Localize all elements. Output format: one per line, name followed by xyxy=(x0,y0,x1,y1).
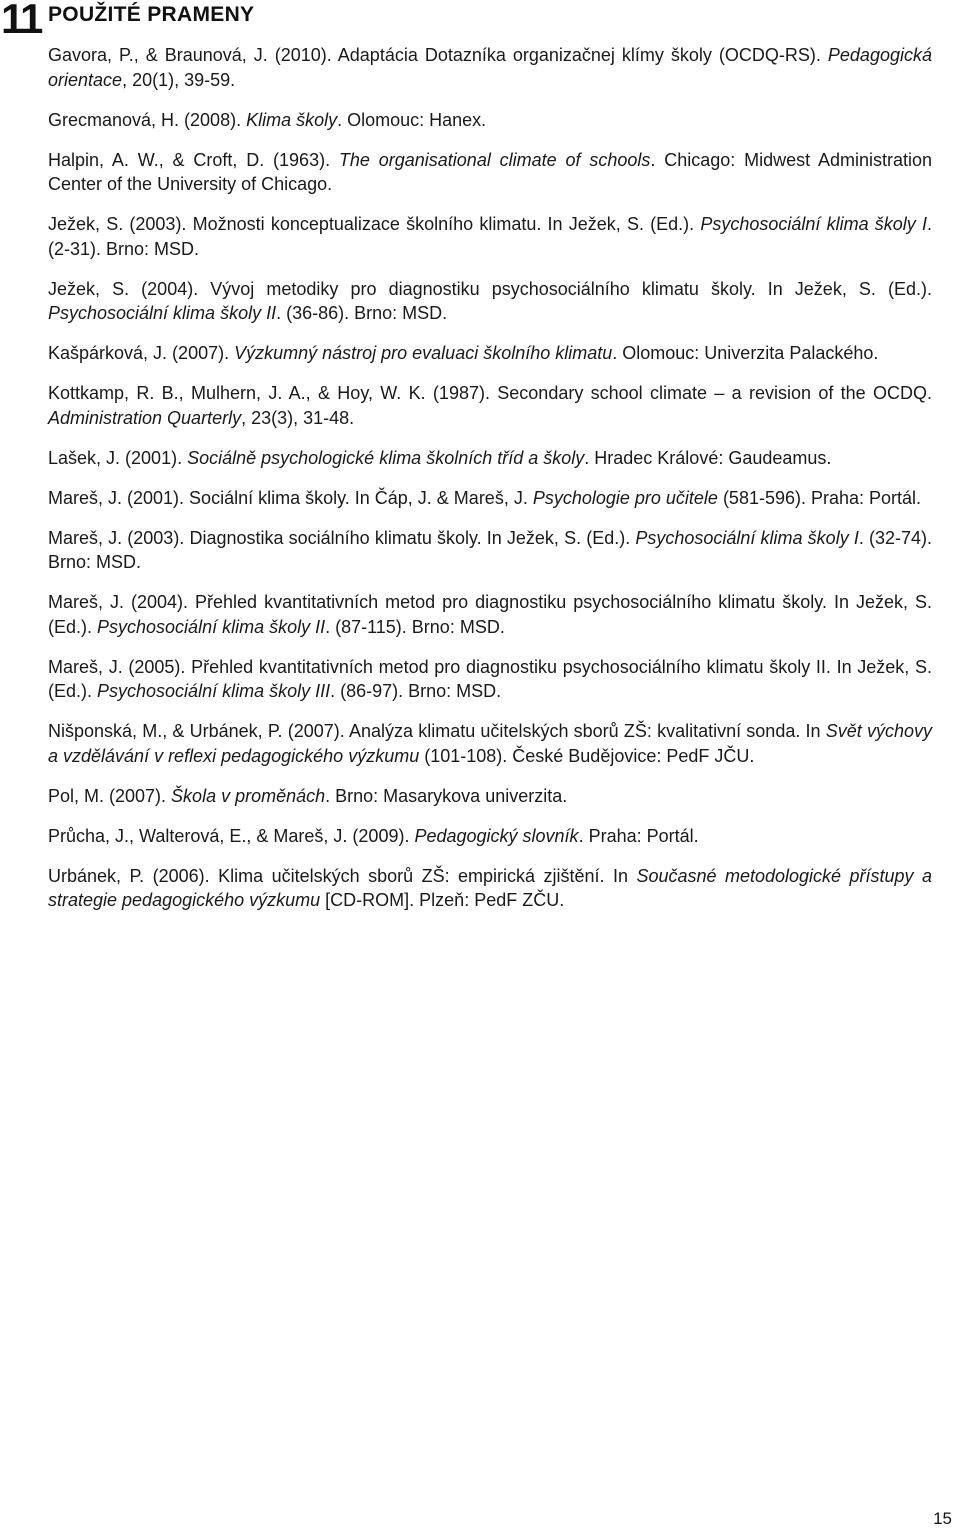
reference-entry xyxy=(48,381,932,430)
reference-entry xyxy=(48,108,932,133)
reference-text: Kašpárková, J. (2007). xyxy=(48,343,235,363)
reference-text: . Hradec Králové: Gaudeamus. xyxy=(584,447,832,468)
reference-entry xyxy=(48,590,932,639)
reference-text: . (36-86). Brno: MSD. xyxy=(276,303,448,323)
reference-entry xyxy=(48,486,932,511)
reference-source-title: Psychosociální klima školy III xyxy=(97,681,331,701)
reference-source-title: Pedagogický slovník xyxy=(414,825,579,846)
reference-source-title: The organisational climate of schools xyxy=(338,149,651,170)
reference-text: . (86-97). Brno: MSD. xyxy=(330,681,502,701)
reference-text: . (87-115). Brno: MSD. xyxy=(325,616,505,637)
reference-entry xyxy=(48,824,932,849)
reference-source-title: Svět výchovy a vzdělávání v reflexi pedagogického výzkumu xyxy=(48,721,932,766)
reference-text: . Brno: Masarykova univerzita. xyxy=(325,785,568,806)
reference-source-title: Psychosociální klima školy II xyxy=(48,303,277,323)
reference-text: Kottkamp, R. B., Mulhern, J. A., & Hoy, W. K. (1987). Secondary school climate – a revision of the OCDQ. xyxy=(48,383,932,403)
reference-source-title: Administration Quarterly xyxy=(48,407,242,428)
reference-source-title: Psychosociální klima školy I xyxy=(700,214,927,234)
reference-text: Mareš, J. (2001). Sociální klima školy. In Čáp, J. & Mareš, J. xyxy=(48,487,533,508)
reference-entry xyxy=(48,655,932,704)
reference-text: Grecmanová, H. (2008). xyxy=(48,109,247,130)
reference-entry xyxy=(48,719,932,768)
reference-text: , 23(3), 31-48. xyxy=(241,407,355,428)
reference-entry xyxy=(48,446,932,471)
reference-entry xyxy=(48,864,932,913)
reference-entry xyxy=(48,784,932,809)
reference-entry xyxy=(48,212,932,261)
reference-source-title: Výzkumný nástroj pro evaluaci školního klimatu xyxy=(234,343,613,363)
reference-text: . (2-31). Brno: MSD. xyxy=(48,214,932,259)
reference-source-title: Psychosociální klima školy I xyxy=(635,527,859,548)
reference-text: Ježek, S. (2003). Možnosti konceptualizace školního klimatu. In Ježek, S. (Ed.). xyxy=(48,214,701,234)
chapter-number: 11 xyxy=(1,0,42,42)
reference-text: Lašek, J. (2001). xyxy=(48,447,188,468)
reference-list xyxy=(48,43,932,928)
reference-text: Pol, M. (2007). xyxy=(48,785,172,806)
reference-source-title: Škola v proměnách xyxy=(171,785,326,806)
reference-text: Mareš, J. (2004). Přehled kvantitativních metod pro diagnostiku psychosociálního klimatu školy. In Ježek, S. (Ed.). xyxy=(48,592,932,637)
reference-text: Nišponská, M., & Urbánek, P. (2007). Analýza klimatu učitelských sborů ZŠ: kvalitativní sonda. In xyxy=(48,721,826,741)
reference-source-title: Současné metodologické přístupy a strategie pedagogického výzkumu xyxy=(48,865,933,910)
reference-text: Průcha, J., Walterová, E., & Mareš, J. (2009). xyxy=(48,825,415,846)
reference-text: Gavora, P., & Braunová, J. (2010). Adaptácia Dotazníka organizačnej klímy školy (OCDQ-RS). xyxy=(48,45,828,65)
reference-text: . Olomouc: Univerzita Palackého. xyxy=(612,343,879,363)
reference-entry xyxy=(48,148,932,197)
reference-text: , 20(1), 39-59. xyxy=(122,69,236,90)
reference-text: . Chicago: Midwest Administration Center of the University of Chicago. xyxy=(48,149,932,194)
reference-text: Mareš, J. (2005). Přehled kvantitativních metod pro diagnostiku psychosociálního klimatu školy II. In Ježek, S. (Ed.). xyxy=(48,656,932,701)
reference-text: . (32-74). Brno: MSD. xyxy=(48,527,933,572)
reference-text: Halpin, A. W., & Croft, D. (1963). xyxy=(48,149,339,170)
reference-text: Mareš, J. (2003). Diagnostika sociálního klimatu školy. In Ježek, S. (Ed.). xyxy=(48,527,636,548)
reference-text: . Olomouc: Hanex. xyxy=(337,109,487,130)
section-title: POUŽITÉ PRAMENY xyxy=(48,3,255,26)
reference-source-title: Klima školy xyxy=(246,109,338,130)
reference-source-title: Sociálně psychologické klima školních tříd a školy xyxy=(187,447,585,468)
reference-text: Urbánek, P. (2006). Klima učitelských sborů ZŠ: empirická zjištění. In xyxy=(48,865,637,886)
reference-entry xyxy=(48,277,932,326)
reference-entry xyxy=(48,526,932,575)
reference-text: (101-108). České Budějovice: PedF JČU. xyxy=(419,745,755,766)
reference-source-title: Pedagogická orientace xyxy=(48,45,932,90)
reference-entry xyxy=(48,43,932,92)
reference-source-title: Psychologie pro učitele xyxy=(532,487,718,508)
reference-source-title: Psychosociální klima školy II xyxy=(97,616,326,637)
reference-entry xyxy=(48,341,932,366)
reference-text: Ježek, S. (2004). Vývoj metodiky pro diagnostiku psychosociálního klimatu školy. In Ježek, S. (Ed.). xyxy=(48,278,932,299)
reference-text: . Praha: Portál. xyxy=(578,825,699,846)
reference-text: (581-596). Praha: Portál. xyxy=(717,487,922,508)
reference-text: [CD-ROM]. Plzeň: PedF ZČU. xyxy=(320,890,565,910)
page-number: 15 xyxy=(933,1509,952,1528)
